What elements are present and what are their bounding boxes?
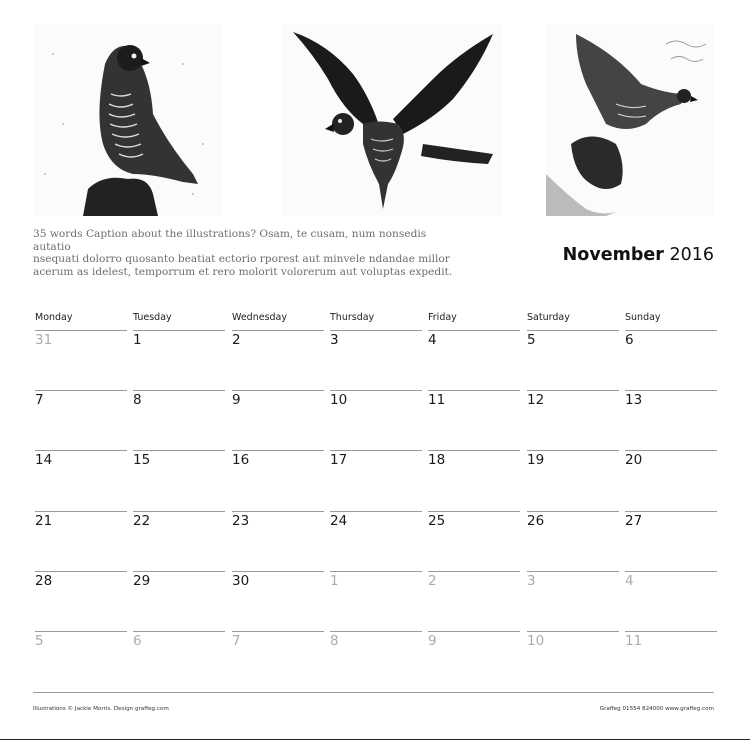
day-number: 18 [428,452,446,469]
caption-line: acerum as idelest, temporrum et rero molorit volorerum aut voluptas expedit. [33,265,453,278]
calendar-day-cell [133,450,225,508]
calendar-day-cell [625,511,717,569]
calendar-day-cell [330,330,422,388]
calendar-day-cell [35,450,127,508]
flying-falcon-illustration [283,24,503,216]
weekday-header: Saturday [527,312,570,323]
day-number: 10 [527,633,545,649]
day-number: 22 [133,512,151,529]
calendar-day-cell [330,450,422,508]
swooping-hawk-illustration [546,24,714,216]
day-number: 4 [428,332,437,348]
calendar-day-cell [330,631,422,689]
calendar-day-cell [625,631,717,689]
calendar-day-cell [527,450,619,508]
calendar-day-cell [527,390,619,448]
calendar-day-cell [625,330,717,388]
day-number: 29 [133,572,151,589]
calendar-day-cell [527,330,619,388]
day-number: 11 [625,633,643,649]
calendar-day-cell [625,450,717,508]
day-number: 7 [35,392,44,409]
day-number: 14 [35,452,53,469]
day-number: 5 [35,633,44,649]
day-number: 25 [428,512,446,529]
day-number: 9 [428,633,437,649]
day-number: 15 [133,452,151,469]
calendar-day-cell [428,450,520,508]
day-number: 3 [330,332,339,348]
day-number: 6 [625,332,634,348]
calendar-day-cell [232,450,324,508]
month-title [563,245,714,265]
calendar-day-cell [35,511,127,569]
calendar-day-cell [232,511,324,569]
caption-line: 35 words Caption about the illustrations? Osam, te cusam, num nonsedis autatio [33,228,427,253]
calendar-day-cell [527,511,619,569]
calendar-day-cell [35,390,127,448]
swooping-hawk-drawing [546,24,714,216]
day-number: 1 [330,572,339,589]
day-number: 2 [232,332,241,348]
calendar-day-cell [35,330,127,388]
weekday-header: Monday [35,312,73,323]
calendar-day-cell [625,571,717,629]
year: 2016 [669,245,714,265]
day-number: 8 [133,392,142,409]
illustration-caption [33,228,463,278]
calendar-day-cell [232,390,324,448]
day-number: 24 [330,512,348,529]
footer-credit: Illustrations © Jackie Morris. Design graffeg.com [33,706,169,712]
day-number: 20 [625,452,643,469]
day-number: 1 [133,332,142,348]
calendar-day-cell [428,330,520,388]
perched-hawk-drawing [33,24,221,216]
calendar-day-cell [428,511,520,569]
calendar-day-cell [35,571,127,629]
day-number: 17 [330,452,348,469]
calendar-day-cell [133,631,225,689]
weekday-header: Friday [428,312,457,323]
weekday-header: Wednesday [232,312,288,323]
day-number: 27 [625,512,643,529]
weekday-header: Tuesday [133,312,172,323]
day-number: 7 [232,633,241,649]
day-number: 19 [527,452,545,469]
page-bottom-edge [0,739,750,740]
calendar-day-cell [527,571,619,629]
calendar-day-cell [133,571,225,629]
calendar-day-cell [330,511,422,569]
day-number: 6 [133,633,142,649]
day-number: 10 [330,392,348,409]
day-number: 26 [527,512,545,529]
day-number: 23 [232,512,250,529]
weekday-header: Thursday [330,312,375,323]
calendar-day-cell [232,631,324,689]
day-number: 9 [232,392,241,409]
weekday-header-row [0,312,750,330]
calendar-day-cell [133,330,225,388]
day-number: 16 [232,452,250,469]
day-number: 11 [428,392,446,409]
calendar-day-cell [232,571,324,629]
calendar-day-cell [133,511,225,569]
perched-hawk-illustration [33,24,221,216]
weekday-header: Sunday [625,312,661,323]
day-number: 13 [625,392,643,409]
day-number: 4 [625,572,634,589]
flying-falcon-drawing [283,24,503,216]
day-number: 2 [428,572,437,589]
calendar-day-cell [527,631,619,689]
calendar-day-cell [232,330,324,388]
calendar-day-cell [428,571,520,629]
caption-line: nsequati dolorro quosanto beatiat ectorio rporest aut minvele ndandae millor [33,253,450,265]
day-number: 12 [527,392,545,409]
month-name: November [562,245,664,265]
footer-divider [33,692,714,693]
day-number: 3 [527,572,536,589]
day-number: 21 [35,512,53,529]
footer-contact: Graffeg 01554 824000 www.graffeg.com [599,706,714,712]
calendar-day-cell [625,390,717,448]
day-number: 5 [527,332,536,348]
calendar-day-cell [35,631,127,689]
calendar-day-cell [133,390,225,448]
day-number: 28 [35,572,53,589]
day-number: 8 [330,633,339,649]
calendar-day-cell [428,390,520,448]
calendar-day-cell [330,571,422,629]
day-number: 30 [232,572,250,589]
calendar-day-cell [428,631,520,689]
calendar-day-cell [330,390,422,448]
day-number: 31 [35,332,53,348]
